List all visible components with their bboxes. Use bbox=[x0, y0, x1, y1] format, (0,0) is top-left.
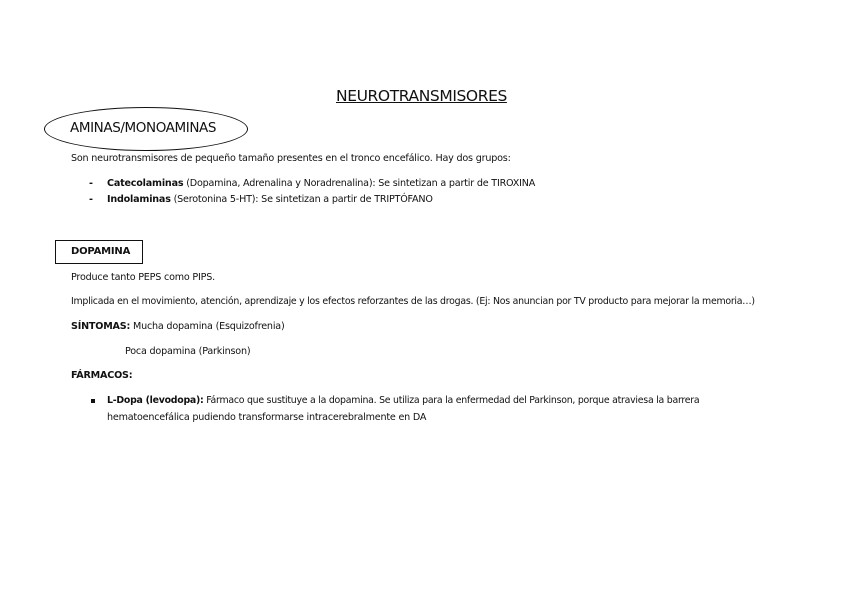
list-marker: - bbox=[89, 178, 93, 189]
drug-line-2: hematoencefálica pudiendo transformarse intracerebralmente en DA bbox=[107, 412, 427, 423]
term-indolaminas: Indolaminas bbox=[107, 194, 171, 205]
term-levodopa: L-Dopa (levodopa): bbox=[107, 395, 204, 406]
symptoms-high: Mucha dopamina (Esquizofrenia) bbox=[130, 321, 285, 332]
catecolaminas-text: (Dopamina, Adrenalina y Noradrenalina): Se sintetizan a partir de TIROXINA bbox=[183, 178, 536, 189]
section-heading-dopamina: DOPAMINA bbox=[71, 246, 131, 257]
drugs-label: FÁRMACOS: bbox=[71, 370, 133, 381]
page-title: NEUROTRANSMISORES bbox=[336, 87, 507, 105]
bullet-square-icon bbox=[91, 399, 95, 403]
indolaminas-text: (Serotonina 5-HT): Se sintetizan a partir de TRIPTÓFANO bbox=[170, 194, 433, 205]
levodopa-text: Fármaco que sustituye a la dopamina. Se utiliza para la enfermedad del Parkinson, porque atraviesa la barrera bbox=[203, 395, 700, 406]
symptoms-low: Poca dopamina (Parkinson) bbox=[125, 346, 251, 357]
dopamina-line-1: Produce tanto PEPS como PIPS. bbox=[71, 272, 215, 283]
list-item-indolaminas bbox=[107, 194, 433, 205]
symptoms-label: SÍNTOMAS: bbox=[71, 321, 131, 332]
term-catecolaminas: Catecolaminas bbox=[107, 178, 184, 189]
dopamina-line-2: Implicada en el movimiento, atención, aprendizaje y los efectos reforzantes de las drogas. (Ej: Nos anuncian por TV producto para mejorar la memoria…) bbox=[71, 296, 755, 307]
list-marker: - bbox=[89, 194, 93, 205]
section-heading-aminas: AMINAS/MONOAMINAS bbox=[70, 120, 217, 136]
drug-line-1 bbox=[107, 395, 699, 406]
aminas-intro: Son neurotransmisores de pequeño tamaño presentes en el tronco encefálico. Hay dos grupos: bbox=[71, 153, 511, 164]
list-item-catecolaminas bbox=[107, 178, 535, 189]
symptoms-line bbox=[71, 321, 285, 332]
